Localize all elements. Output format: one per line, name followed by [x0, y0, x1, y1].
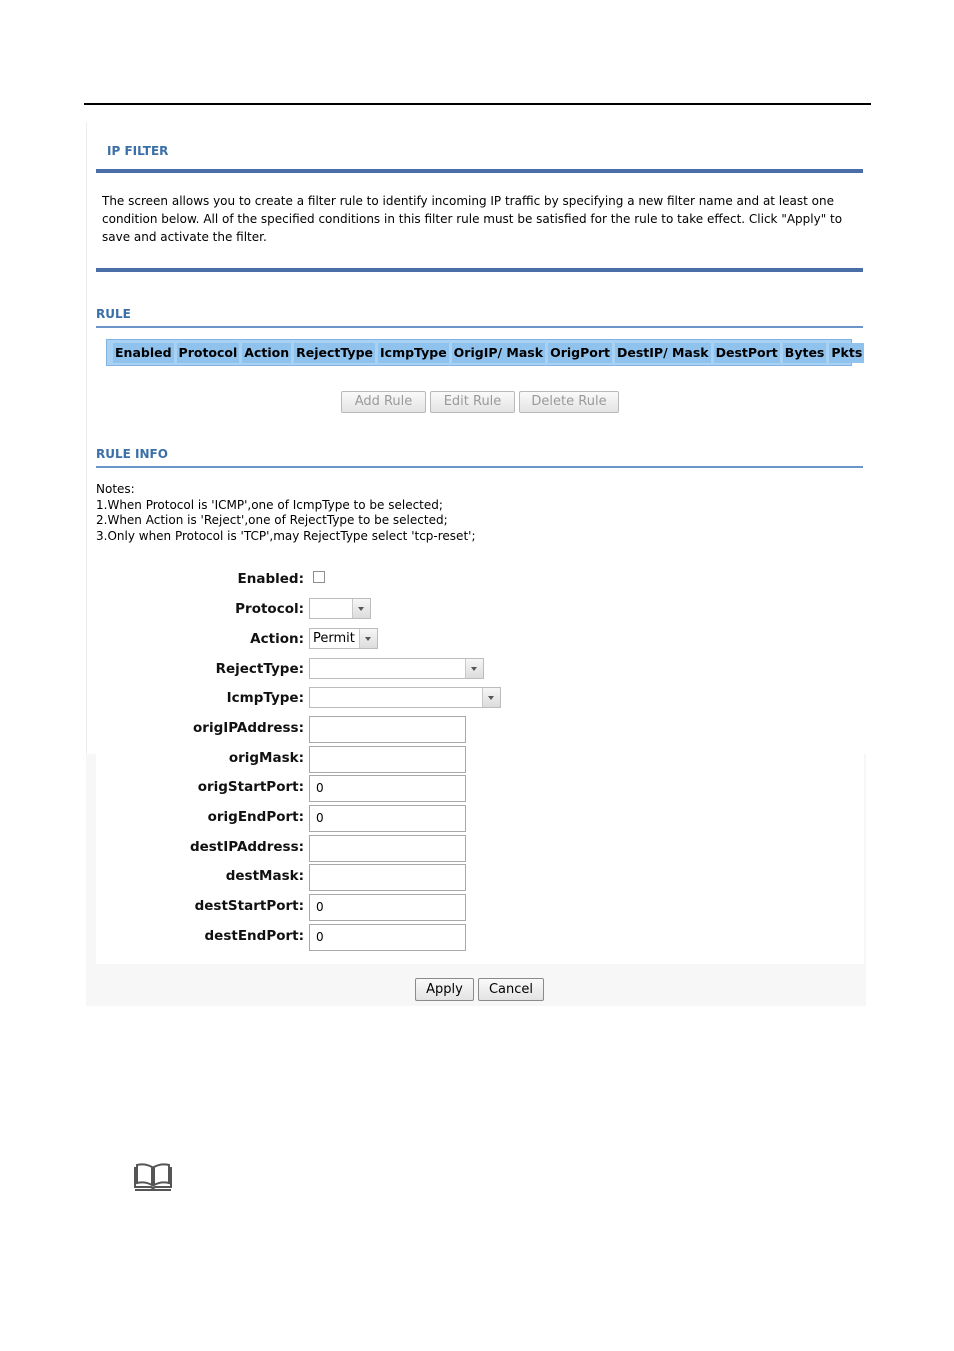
- dest-mask-field[interactable]: [309, 864, 466, 891]
- protocol-select[interactable]: [309, 598, 371, 619]
- orig-end-port-label: origEndPort:: [207, 809, 304, 825]
- dest-end-port-field[interactable]: 0: [309, 924, 466, 951]
- rule-table-header: [106, 339, 863, 366]
- edit-rule-button[interactable]: Edit Rule: [430, 391, 515, 413]
- orig-ip-field[interactable]: [309, 716, 466, 743]
- enabled-checkbox[interactable]: [313, 571, 325, 583]
- column-header-enabled: Enabled: [113, 343, 174, 363]
- cancel-button[interactable]: Cancel: [478, 978, 544, 1001]
- header-bar: [96, 169, 863, 173]
- rule-section-title: RULE: [96, 307, 131, 321]
- description-bar: [96, 268, 863, 272]
- orig-start-port-label: origStartPort:: [197, 779, 304, 795]
- book-icon: [132, 1163, 174, 1193]
- dest-end-port-label: destEndPort:: [204, 928, 304, 944]
- enabled-label: Enabled:: [237, 571, 304, 587]
- rejecttype-label: RejectType:: [215, 661, 304, 677]
- column-header-bytes: Bytes: [783, 343, 827, 363]
- chevron-down-icon: [465, 659, 483, 678]
- dest-ip-field[interactable]: [309, 835, 466, 862]
- action-select[interactable]: [309, 628, 378, 649]
- notes-block: [96, 482, 476, 544]
- icmptype-select[interactable]: [309, 687, 501, 708]
- column-header-pkts: Pkts: [829, 343, 864, 363]
- dest-mask-label: destMask:: [225, 868, 304, 884]
- chevron-down-icon: [359, 629, 377, 648]
- column-header-origport: OrigPort: [548, 343, 612, 363]
- column-header-origip-mask: OrigIP/ Mask: [452, 343, 545, 363]
- note-item: 3.Only when Protocol is 'TCP',may RejectType select 'tcp-reset';: [96, 528, 476, 543]
- orig-start-port-field[interactable]: 0: [309, 775, 466, 802]
- column-header-icmptype: IcmpType: [378, 343, 449, 363]
- column-header-destport: DestPort: [714, 343, 780, 363]
- rejecttype-select[interactable]: [309, 658, 484, 679]
- orig-mask-label: origMask:: [228, 750, 304, 766]
- icmptype-label: IcmpType:: [226, 690, 304, 706]
- chevron-down-icon: [352, 599, 370, 618]
- protocol-label: Protocol:: [235, 601, 304, 617]
- dest-start-port-field[interactable]: 0: [309, 894, 466, 921]
- screenshot-frame: [86, 122, 866, 1006]
- column-header-rejecttype: RejectType: [294, 343, 375, 363]
- action-select-value: Permit: [313, 631, 355, 646]
- rule-section-divider: [96, 326, 863, 328]
- notes-heading: Notes:: [96, 482, 135, 496]
- column-header-action: Action: [242, 343, 291, 363]
- orig-end-port-field[interactable]: 0: [309, 805, 466, 832]
- page-top-divider: [84, 103, 871, 105]
- dest-ip-label: destIPAddress:: [189, 839, 304, 855]
- rule-info-section-divider: [96, 466, 863, 468]
- chevron-down-icon: [482, 688, 500, 707]
- delete-rule-button[interactable]: Delete Rule: [519, 391, 619, 413]
- apply-button[interactable]: Apply: [415, 978, 474, 1001]
- note-item: 1.When Protocol is 'ICMP',one of IcmpType to be selected;: [96, 497, 443, 512]
- column-header-protocol: Protocol: [177, 343, 240, 363]
- note-item: 2.When Action is 'Reject',one of RejectType to be selected;: [96, 513, 448, 527]
- orig-ip-label: origIPAddress:: [193, 720, 304, 736]
- column-header-destip-mask: DestIP/ Mask: [615, 343, 711, 363]
- page-title: IP FILTER: [107, 144, 169, 158]
- orig-mask-field[interactable]: [309, 746, 466, 773]
- page-description: The screen allows you to create a filter rule to identify incoming IP traffic by specifying a new filter name and at least one condition below. All of the specified conditions in this filter rule must be satisfied for the rule to take effect. Click "Apply" to save and activate the filter.: [102, 194, 843, 244]
- action-label: Action:: [250, 631, 304, 647]
- dest-start-port-label: destStartPort:: [194, 898, 304, 914]
- rule-info-section-title: RULE INFO: [96, 447, 168, 461]
- add-rule-button[interactable]: Add Rule: [341, 391, 426, 413]
